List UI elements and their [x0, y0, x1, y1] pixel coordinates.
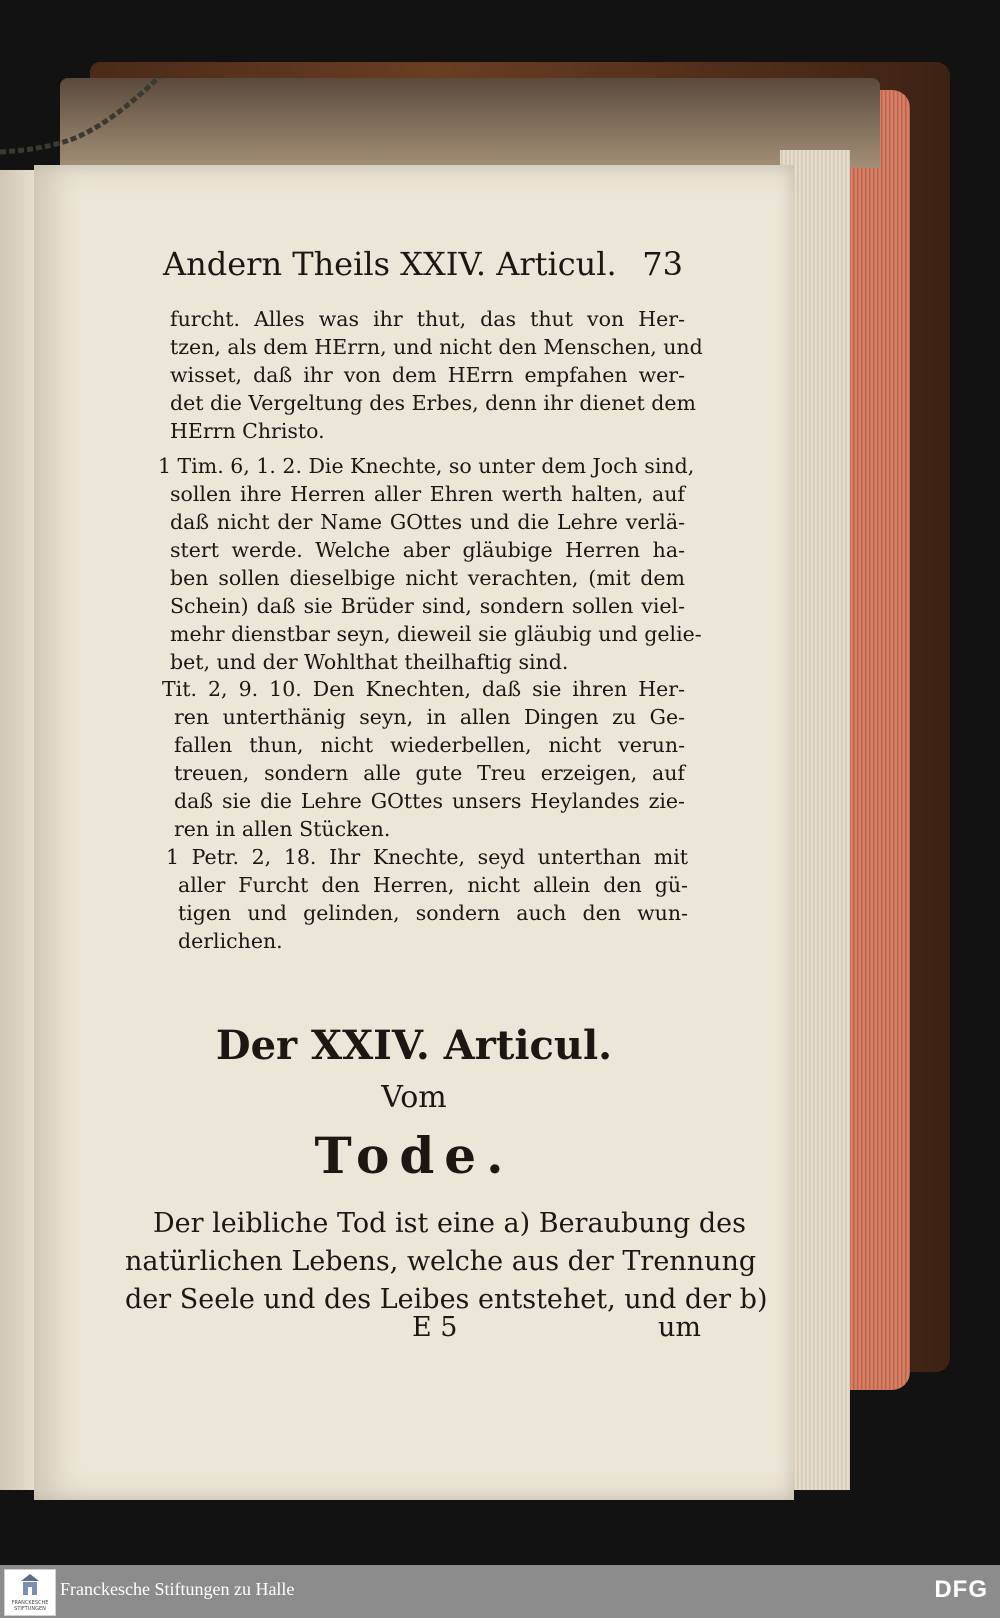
text-line: ren in allen Stücken. — [174, 817, 391, 841]
text-line: daß sie die Lehre GOttes unsers Heylandes zie- — [174, 789, 685, 813]
text-line: aller Furcht den Herren, nicht allein den gü- — [178, 873, 688, 897]
logo-caption: FRANCKESCHE STIFTUNGEN — [11, 1600, 49, 1612]
text-line: 1 Tim. 6, 1. 2. Die Knechte, so unter dem Joch sind, — [158, 454, 695, 478]
body-text — [125, 1205, 768, 1319]
text-line: tigen und gelinden, sondern auch den wun- — [178, 901, 688, 925]
section-topic: Tode. — [314, 1126, 514, 1185]
text-line: tzen, als dem HErrn, und nicht den Menschen, und — [170, 335, 703, 359]
text-line: Tit. 2, 9. 10. Den Knechten, daß sie ihren Her- — [162, 677, 685, 701]
text-line: furcht. Alles was ihr thut, das thut von Her- — [170, 307, 685, 331]
text-line: derlichen. — [178, 929, 283, 953]
signature-mark: E 5 — [412, 1312, 458, 1343]
paragraph-1 — [170, 305, 703, 445]
text-line: 1 Petr. 2, 18. Ihr Knechte, seyd unterthan mit — [166, 845, 688, 869]
building-icon — [21, 1574, 39, 1596]
paragraph-2 — [158, 452, 702, 676]
page-number: 73 — [642, 245, 683, 283]
text-line: ben sollen dieselbige nicht verachten, (mit dem — [170, 566, 685, 590]
paragraph-3 — [162, 675, 685, 843]
running-header — [163, 245, 683, 283]
facing-page-edge — [0, 170, 38, 1490]
footer-bar — [0, 1565, 1000, 1618]
text-line: bet, und der Wohlthat theilhaftig sind. — [170, 650, 569, 674]
paragraph-4 — [166, 843, 688, 955]
text-line: fallen thun, nicht wiederbellen, nicht verun- — [174, 733, 685, 757]
catchword: um — [658, 1312, 701, 1343]
text-line: daß nicht der Name GOttes und die Lehre verlä- — [170, 510, 685, 534]
section-title: Der XXIV. Articul. — [215, 1022, 613, 1069]
institution-name[interactable]: Franckesche Stiftungen zu Halle — [60, 1579, 295, 1599]
text-line: natürlichen Lebens, welche aus der Trennung — [125, 1246, 757, 1277]
text-line: der Seele und des Leibes entstehet, und der b) — [125, 1284, 768, 1315]
text-line: Der leibliche Tod ist eine a) Beraubung des — [153, 1208, 746, 1239]
text-line: det die Vergeltung des Erbes, denn ihr dienet dem — [170, 391, 696, 415]
text-line: mehr dienstbar seyn, dieweil sie gläubig und gelie- — [170, 622, 702, 646]
text-line: stert werde. Welche aber gläubige Herren ha- — [170, 538, 685, 562]
chain-icon — [0, 70, 170, 170]
institution-logo[interactable] — [4, 1569, 56, 1616]
text-line: wisset, daß ihr von dem HErrn empfahen wer- — [170, 363, 685, 387]
section-subtitle: Vom — [381, 1080, 447, 1115]
text-line: HErrn Christo. — [170, 419, 325, 443]
book-top-edge — [60, 78, 880, 168]
text-line: treuen, sondern alle gute Treu erzeigen, auf — [174, 761, 685, 785]
text-line: ren unterthänig seyn, in allen Dingen zu Ge- — [174, 705, 685, 729]
running-title: Andern Theils XXIV. Articul. — [163, 245, 617, 283]
text-line: sollen ihre Herren aller Ehren werth halten, auf — [170, 482, 685, 506]
text-line: Schein) daß sie Brüder sind, sondern sollen viel- — [170, 594, 685, 618]
dfg-logo[interactable]: DFG — [934, 1576, 988, 1603]
